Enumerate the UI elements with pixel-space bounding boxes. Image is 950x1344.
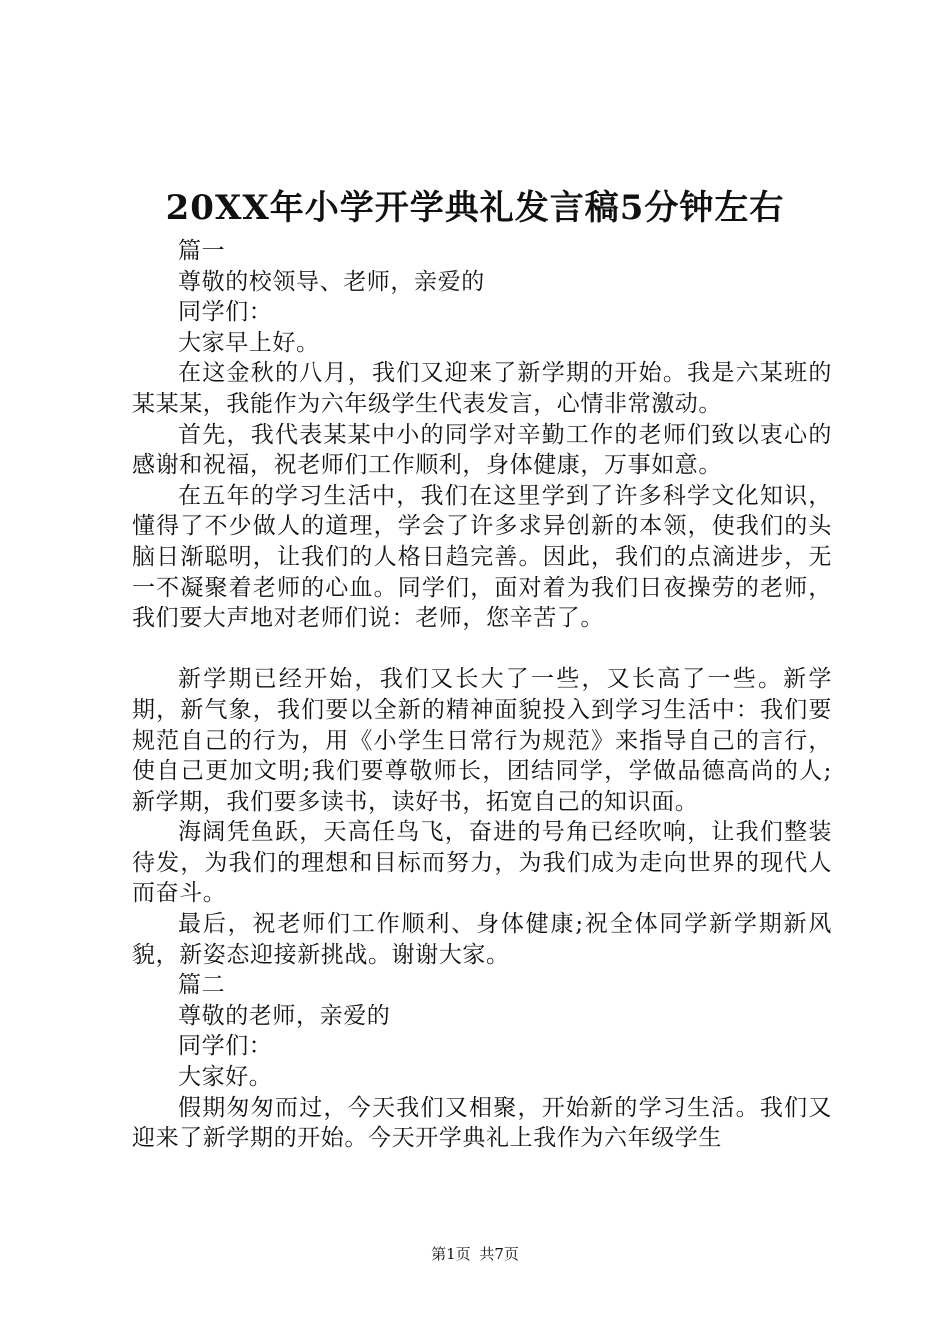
paragraph: 首先，我代表某某中小的同学对辛勤工作的老师们致以衷心的感谢和祝福，祝老师们工作顺利，身体健康，万事如意。 [132, 421, 832, 479]
salutation-line: 同学们： [178, 299, 273, 326]
section-heading-2: 篇二 [178, 972, 226, 999]
page-total: 共7页 [479, 1245, 519, 1263]
paragraph: 在这金秋的八月，我们又迎来了新学期的开始。我是六某班的某某某，我能作为六年级学生代表发言，心情非常激动。 [132, 360, 832, 417]
paragraph-spacer [132, 634, 832, 665]
salutation-line: 尊敬的校领导、老师，亲爱的 [178, 268, 485, 295]
page-number: 第1页 [431, 1245, 471, 1263]
document-body [132, 236, 832, 1154]
salutation-line: 尊敬的老师，亲爱的 [178, 1002, 391, 1029]
paragraph: 最后，祝老师们工作顺利、身体健康;祝全体同学新学期新风貌，新姿态迎接新挑战。谢谢大家。 [132, 911, 832, 968]
page-title: 20XX年小学开学典礼发言稿5分钟左右 [165, 188, 785, 228]
greeting-line: 大家好。 [178, 1064, 273, 1091]
greeting-line: 大家早上好。 [178, 329, 320, 356]
paragraph: 在五年的学习生活中，我们在这里学到了许多科学文化知识，懂得了不少做人的道理，学会了许多求异创新的本领，使我们的头脑日渐聪明，让我们的人格日趋完善。因此，我们的点滴进步，无一不凝聚着老师的心血。同学们，面对着为我们日夜操劳的老师，我们要大声地对老师们说：老师，您辛苦了。 [132, 482, 832, 632]
paragraph: 新学期已经开始，我们又长大了一些，又长高了一些。新学期，新气象，我们要以全新的精神面貌投入到学习生活中：我们要规范自己的行为，用《小学生日常行为规范》来指导自己的言行，使自己更加文明;我们要尊敬师长，团结同学，学做品德高尚的人;新学期，我们要多读书，读好书，拓宽自己的知识面。 [132, 666, 832, 815]
paragraph: 假期匆匆而过，今天我们又相聚，开始新的学习生活。我们又迎来了新学期的开始。今天开学典礼上我作为六年级学生 [132, 1094, 832, 1152]
paragraph: 海阔凭鱼跃，天高任鸟飞，奋进的号角已经吹响，让我们整装待发，为我们的理想和目标而努力，为我们成为走向世界的现代人而奋斗。 [132, 819, 832, 907]
page-footer [0, 1244, 950, 1264]
section-heading-1: 篇一 [178, 238, 226, 264]
salutation-line: 同学们： [178, 1033, 273, 1060]
